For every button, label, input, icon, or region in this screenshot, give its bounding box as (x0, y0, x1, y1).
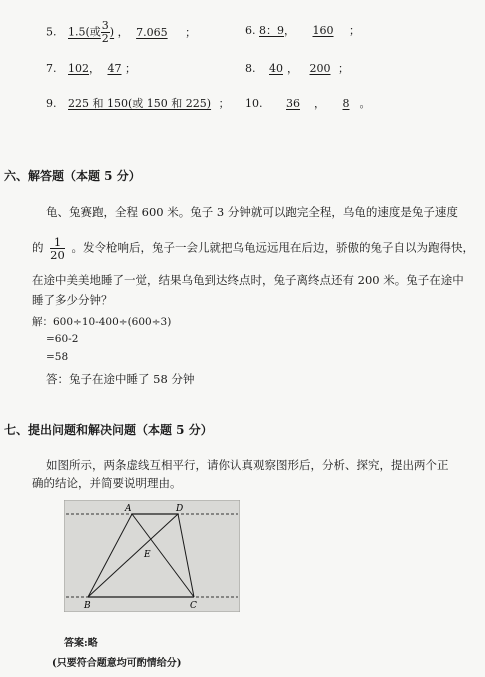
answer-10-end: 。 (359, 97, 371, 110)
section-6-problem-line-1: 龟、兔赛跑，全程 600 米。兔子 3 分钟就可以跑完全程，乌龟的速度是兔子速度 (46, 205, 458, 219)
solution-line-2: =60-2 (46, 333, 79, 345)
answer-7 (46, 60, 136, 76)
answer-10-value-2: 8 (342, 97, 350, 110)
section-6-problem-line-4: 睡了多少分钟？ (32, 293, 113, 307)
answer-6-number: 6. (245, 24, 256, 37)
answer-7-end: ； (125, 62, 136, 75)
answer-6-value-1: 8：9 (259, 24, 284, 37)
answer-5 (46, 20, 196, 45)
answer-8-end: ； (338, 62, 349, 75)
answer-7-value-2: 47 (107, 62, 122, 75)
speed-fraction (50, 236, 65, 261)
answer-6-end: ； (349, 24, 360, 37)
answer-8 (245, 60, 349, 76)
section-7-answer: 答案:略 (64, 638, 98, 649)
answer-5-suffix: ) (109, 25, 115, 39)
section-6-problem-prefix: 的 (32, 240, 44, 255)
solution-line-1: 解：600÷10-400÷(600÷3) (32, 316, 172, 328)
answer-5-sep: ， (117, 25, 129, 39)
label-A: A (125, 504, 132, 514)
label-E: E (144, 550, 151, 560)
answer-8-value-2: 200 (309, 62, 331, 75)
answer-5-fraction-num: 3 (101, 19, 109, 32)
answer-10 (245, 95, 371, 111)
label-D: D (176, 504, 184, 514)
answer-5-fraction-den: 2 (101, 32, 109, 45)
answer-5-value-2: 7.065 (136, 25, 168, 39)
answer-9 (46, 95, 230, 111)
answer-8-sep: ， (287, 62, 298, 75)
grading-note: (只要符合题意均可酌情给分) (52, 658, 182, 669)
answer-5-value-1 (68, 20, 114, 45)
answer-6-value-2: 160 (312, 24, 334, 37)
section-6-problem-suffix: 。发令枪响后，兔子一会儿就把乌龟远远甩在后边，骄傲的兔子自以为跑得快， (71, 240, 474, 255)
label-B: B (84, 601, 91, 611)
geometry-figure (64, 500, 240, 612)
answer-5-number: 5. (46, 25, 57, 39)
answer-5-end: ； (185, 25, 197, 39)
label-C: C (190, 601, 197, 611)
section-6-problem-line-3: 在途中美美地睡了一觉，结果乌龟到达终点时，兔子离终点还有 200 米。兔子在途中 (32, 273, 464, 287)
solution-line-3: =58 (46, 351, 69, 363)
answer-7-number: 7. (46, 62, 57, 75)
answer-5-prefix: 1.5(或 (68, 25, 101, 39)
section-7-problem-line-2: 确的结论，并简要说明理由。 (32, 476, 182, 490)
section-7-problem-line-1: 如图所示，两条虚线互相平行，请你认真观察图形后，分析、探究，提出两个正 (46, 458, 449, 472)
section-6-problem-line-2 (32, 236, 474, 261)
section-7-heading: 七、提出问题和解决问题（本题 5 分） (4, 423, 213, 437)
answer-10-number: 10. (245, 97, 263, 110)
answer-10-value-1: 36 (286, 97, 300, 110)
answer-5-fraction (101, 20, 110, 45)
answer-9-end: ； (218, 97, 230, 110)
answer-8-value-1: 40 (269, 62, 283, 75)
answer-8-number: 8. (245, 62, 256, 75)
speed-fraction-den: 20 (50, 248, 65, 262)
answer-9-value: 225 和 150(或 150 和 225) (68, 97, 212, 110)
answer-6 (245, 22, 360, 38)
section-6-heading: 六、解答题（本题 5 分） (4, 169, 141, 183)
speed-fraction-num: 1 (50, 236, 65, 249)
answer-7-value-1: 102 (68, 62, 89, 75)
answer-7-sep: ， (89, 62, 100, 75)
answer-6-sep: ， (284, 24, 295, 37)
section-6-answer: 答：兔子在途中睡了 58 分钟 (46, 372, 195, 386)
answer-9-number: 9. (46, 97, 57, 110)
answer-10-sep: ， (314, 97, 325, 110)
